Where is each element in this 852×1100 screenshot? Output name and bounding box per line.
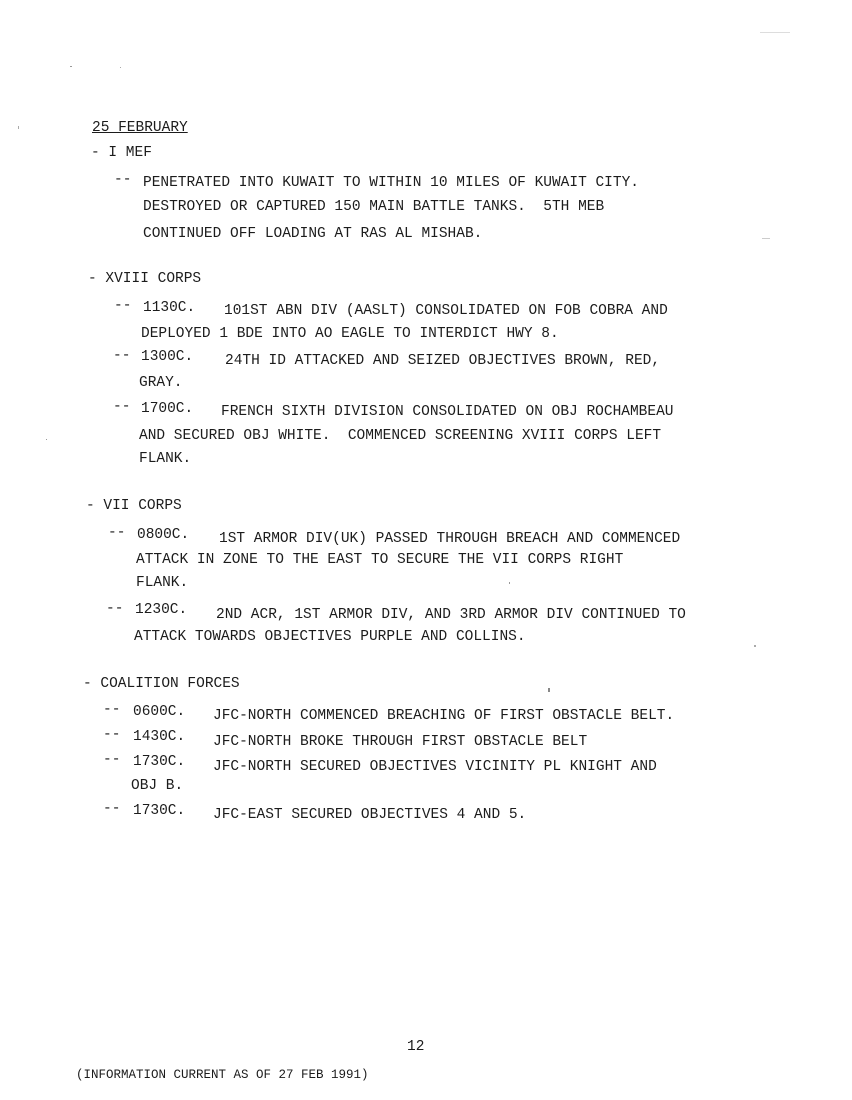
page-number: 12 <box>407 1039 425 1055</box>
date-heading: 25 FEBRUARY <box>92 120 188 136</box>
section-title-i-mef: - I MEF <box>91 145 152 161</box>
section-title-vii-corps: - VII CORPS <box>86 498 182 514</box>
entry-time: 1430C. <box>133 729 186 745</box>
entry-line: OBJ B. <box>131 778 184 794</box>
scan-speck <box>70 66 72 67</box>
entry-line: ATTACK TOWARDS OBJECTIVES PURPLE AND COLLINS. <box>134 629 526 645</box>
entry-line: ATTACK IN ZONE TO THE EAST TO SECURE THE VII CORPS RIGHT <box>136 552 624 568</box>
entry-time: 1730C. <box>133 754 186 770</box>
entry-line: JFC-NORTH COMMENCED BREACHING OF FIRST OBSTACLE BELT. <box>213 708 675 724</box>
entry-line: JFC-EAST SECURED OBJECTIVES 4 AND 5. <box>213 807 527 823</box>
scan-speck <box>46 439 47 440</box>
entry-marker: -- <box>113 348 131 364</box>
entry-line: FLANK. <box>136 575 189 591</box>
entry-marker: -- <box>106 601 124 617</box>
entry-time: 1700C. <box>141 401 194 417</box>
entry-line: FLANK. <box>139 451 192 467</box>
entry-line: 1ST ARMOR DIV(UK) PASSED THROUGH BREACH AND COMMENCED <box>219 531 681 547</box>
entry-line: PENETRATED INTO KUWAIT TO WITHIN 10 MILES OF KUWAIT CITY. <box>143 175 639 191</box>
entry-line: JFC-NORTH SECURED OBJECTIVES VICINITY PL KNIGHT AND <box>213 759 657 775</box>
entry-line: GRAY. <box>139 375 183 391</box>
entry-marker: -- <box>103 752 121 768</box>
entry-marker: -- <box>114 298 132 314</box>
scan-speck <box>18 126 19 129</box>
entry-line: 101ST ABN DIV (AASLT) CONSOLIDATED ON FOB COBRA AND <box>224 303 668 319</box>
entry-marker: -- <box>103 801 121 817</box>
entry-line: AND SECURED OBJ WHITE. COMMENCED SCREENING XVIII CORPS LEFT <box>139 428 662 444</box>
entry-line: 2ND ACR, 1ST ARMOR DIV, AND 3RD ARMOR DIV CONTINUED TO <box>216 607 686 623</box>
entry-line: CONTINUED OFF LOADING AT RAS AL MISHAB. <box>143 226 483 242</box>
scan-speck <box>548 688 550 692</box>
entry-time: 0600C. <box>133 704 186 720</box>
entry-line: 24TH ID ATTACKED AND SEIZED OBJECTIVES BROWN, RED, <box>225 353 661 369</box>
entry-line: DESTROYED OR CAPTURED 150 MAIN BATTLE TANKS. 5TH MEB <box>143 199 605 215</box>
entry-marker: -- <box>114 172 132 188</box>
entry-marker: -- <box>108 525 126 541</box>
entry-time: 1130C. <box>143 300 196 316</box>
entry-time: 1230C. <box>135 602 188 618</box>
entry-marker: -- <box>103 727 121 743</box>
section-title-coalition-forces: - COALITION FORCES <box>83 676 240 692</box>
entry-line: FRENCH SIXTH DIVISION CONSOLIDATED ON OBJ ROCHAMBEAU <box>221 404 674 420</box>
scan-speck <box>120 67 121 68</box>
entry-marker: -- <box>103 702 121 718</box>
scan-speck <box>754 645 756 647</box>
section-title-xviii-corps: - XVIII CORPS <box>88 271 202 287</box>
entry-time: 0800C. <box>137 527 190 543</box>
entry-marker: -- <box>113 399 131 415</box>
entry-line: DEPLOYED 1 BDE INTO AO EAGLE TO INTERDICT HWY 8. <box>141 326 559 342</box>
scan-speck <box>760 32 790 33</box>
entry-time: 1730C. <box>133 803 186 819</box>
scan-speck <box>762 238 770 239</box>
entry-line: JFC-NORTH BROKE THROUGH FIRST OBSTACLE BELT <box>213 734 588 750</box>
entry-time: 1300C. <box>141 349 194 365</box>
scan-speck <box>509 582 510 584</box>
footer-note: (INFORMATION CURRENT AS OF 27 FEB 1991) <box>76 1068 369 1082</box>
